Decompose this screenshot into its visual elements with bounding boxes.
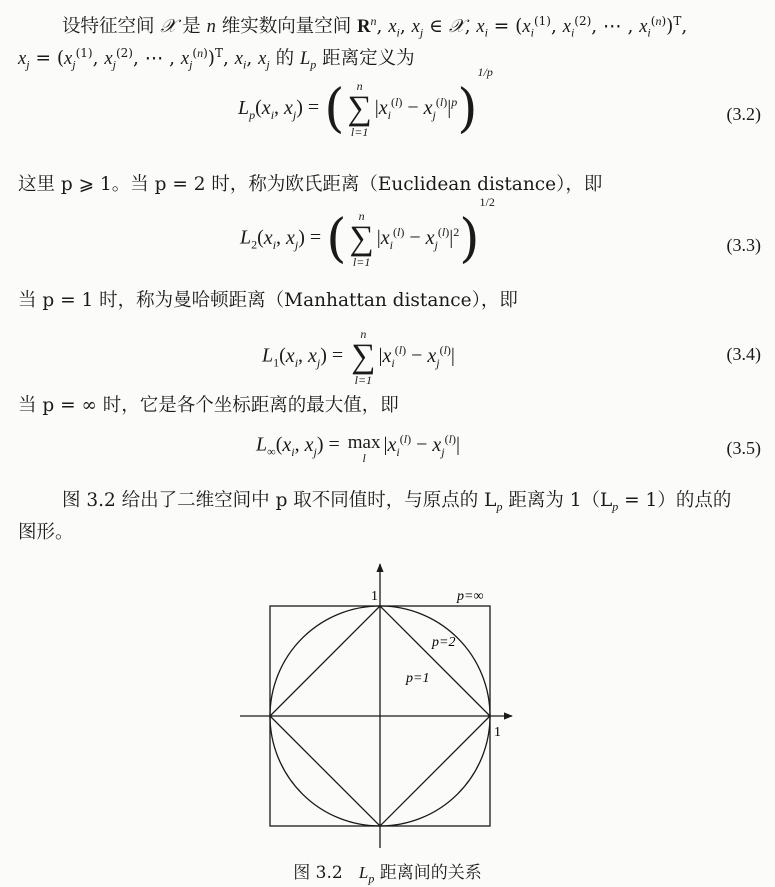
label-p-2: p=2 bbox=[432, 635, 456, 650]
label-p-1: p=1 bbox=[406, 671, 430, 686]
equation-number-3-5: (3.5) bbox=[726, 438, 761, 458]
paragraph-figure-intro-line2: 图形。 bbox=[18, 522, 74, 543]
equation-number-3-3: (3.3) bbox=[726, 235, 761, 255]
tick-x-one: 1 bbox=[494, 725, 501, 740]
equation-l2: $L_2(x_i$, $x_j$) = ( n ∑ l=1 $|x_i^{(l)} - x_j^{(l)}|^2)^{1/2}$ bbox=[240, 194, 495, 269]
equation-lp: $L_p(x_i$, $x_j$) = ( n ∑ l=1 $|x_i^{(l)} - x_j^{(l)}|^p)^{1/p}$ bbox=[238, 64, 493, 139]
paragraph-manhattan: 当 p = 1 时，称为曼哈顿距离（Manhattan distance），即 bbox=[18, 290, 518, 311]
tick-y-one: 1 bbox=[371, 589, 378, 604]
equation-number-3-2: (3.2) bbox=[726, 104, 761, 124]
paragraph-figure-intro-line1: 图 3.2 给出了二维空间中 p 取不同值时，与原点的 $L_p$ 距离为 $1(L_p = 1)$的点的 bbox=[62, 490, 732, 514]
equation-l1: $L_1(x_i$, $x_j$) = n ∑ l=1 $|x_i^{(l)} - x_j^{(l)}|$ bbox=[262, 327, 455, 387]
equation-linf: $L_\infty(x_i$, $x_j) = \max$ l $|x_i^{(l)} - x_j^{(l)}|$ bbox=[256, 432, 460, 465]
figure-caption: 图 3.2 $L_p$ 距离间的关系 bbox=[293, 863, 482, 886]
label-p-infinity: p=∞ bbox=[457, 589, 484, 604]
paragraph-chebyshev: 当 p = ∞ 时，它是各个坐标距离的最大值，即 bbox=[18, 395, 399, 416]
paragraph-definition-line1: 设特征空间 𝒳 是 n 维实数向量空间 $R^n$, $x_i$, $x_j$ ∈ 𝒳, $x_i = (x_i^{(1)}$, $x_i^{(2)}$, ⋯ , $x_i^{(n)})^T$, bbox=[62, 14, 688, 40]
paragraph-euclidean: 这里 p ⩾ 1。当 p = 2 时，称为欧氏距离（Euclidean distance），即 bbox=[18, 174, 603, 195]
paragraph-definition-line2: $x_j = (x_j^{(1)}$, $x_j^{(2)}$, ⋯ , $x_j^{(n)})^T$, $x_i$, $x_j$ 的 $L_p$ 距离定义为 bbox=[18, 46, 415, 72]
equation-number-3-4: (3.4) bbox=[726, 344, 761, 364]
lp-distance-figure bbox=[230, 560, 520, 850]
